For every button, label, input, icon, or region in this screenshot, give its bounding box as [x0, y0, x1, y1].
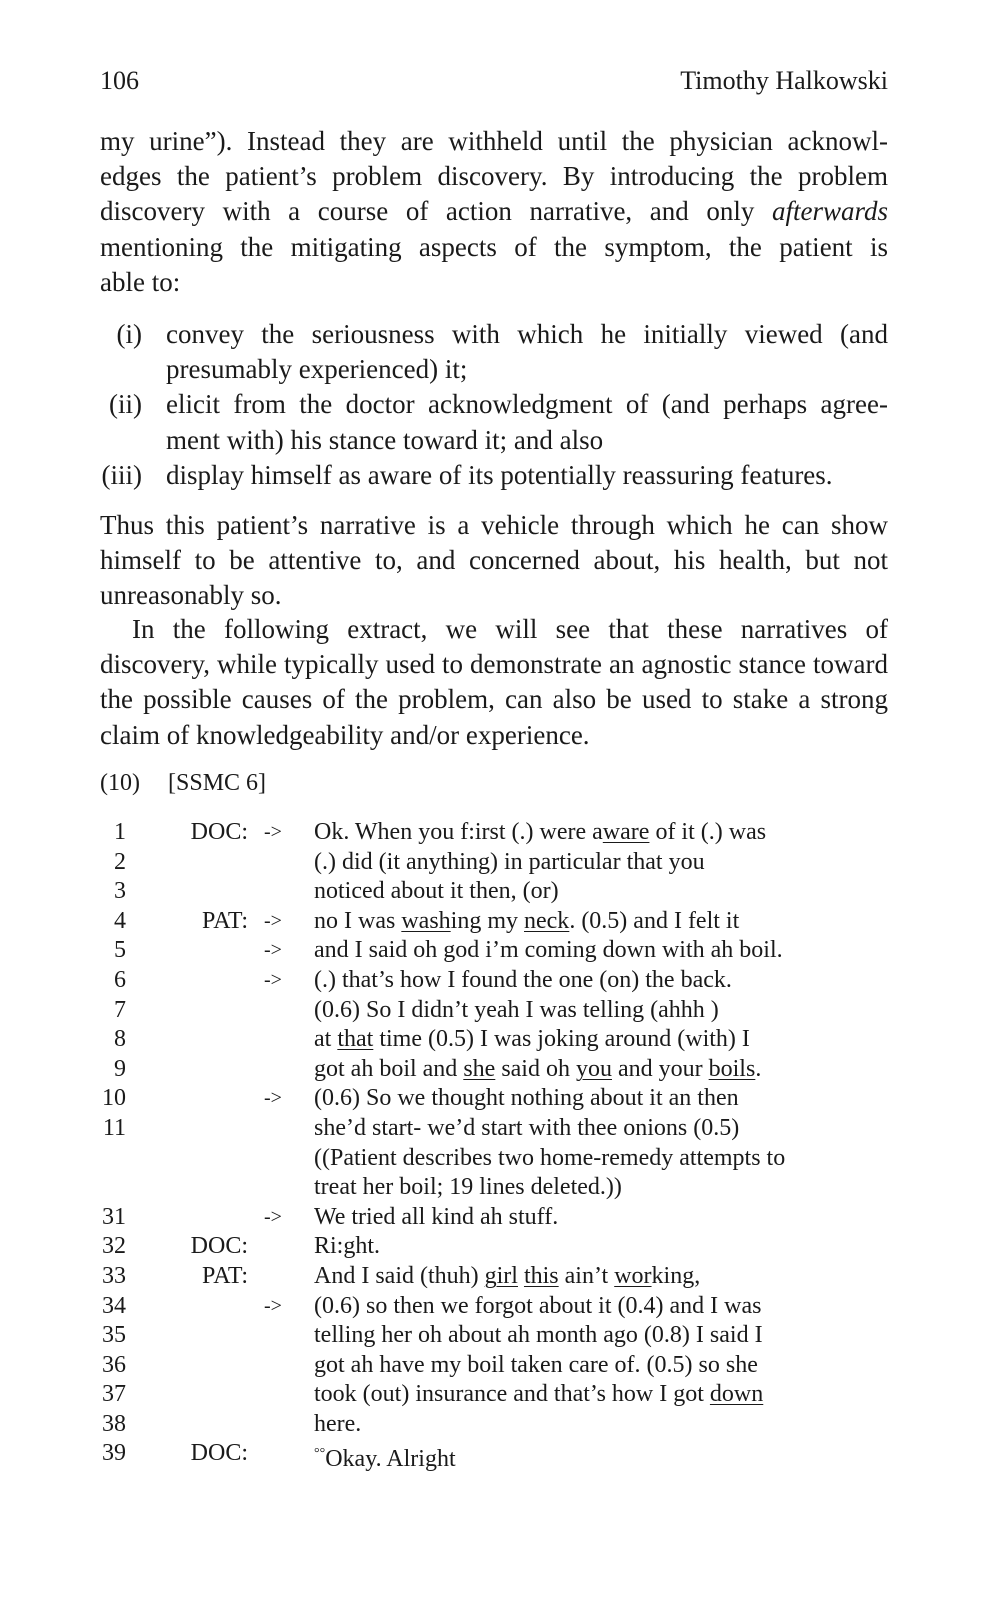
line-number: 10 [102, 1085, 126, 1112]
quiet-marker: °° [314, 1446, 326, 1462]
utterance-segment: time (0.5) I was joking around (with) I [373, 1026, 750, 1053]
utterance-text [314, 1173, 622, 1203]
utterance-text [314, 966, 732, 996]
transcript-line [100, 1321, 888, 1351]
speaker-label: PAT: [202, 907, 248, 934]
target-line-arrow: -> [264, 821, 282, 843]
utterance-text [314, 1055, 761, 1085]
utterance-text [314, 1321, 763, 1351]
utterance-text [314, 1410, 361, 1440]
utterance-segment: of it (.) was [649, 819, 767, 845]
extract-code: [SSMC 6] [168, 770, 267, 796]
line-number: 31 [102, 1203, 126, 1230]
utterance-text [314, 1292, 761, 1322]
list-item [100, 317, 888, 387]
paragraph-1-line: mentioning the mitigating aspects of the symptom, the patient is [100, 231, 888, 262]
page-number: 106 [100, 66, 139, 95]
target-line-arrow: -> [264, 1087, 282, 1110]
speaker-label: DOC: [190, 819, 248, 845]
target-line-arrow: -> [264, 909, 282, 932]
utterance-segment: she’d start- we’d start with thee onions (0.5) [314, 1114, 740, 1141]
utterance-segment: noticed about it then, (or) [314, 878, 559, 905]
paragraph-2 [100, 508, 888, 614]
transcript-line [100, 848, 888, 878]
utterance-segment: and I said oh god i’m coming down with ah boil. [314, 937, 783, 964]
paragraph-1 [100, 124, 888, 300]
transcript-line [100, 1055, 888, 1085]
emphasis-afterwards: afterwards [771, 196, 888, 227]
utterance-segment: . [755, 1055, 762, 1082]
paragraph-1-line: able to: [100, 266, 181, 297]
paragraph-1-line: edges the patient’s problem discovery. By introducing the problem [100, 161, 888, 192]
line-number: 7 [114, 996, 126, 1023]
utterance-segment: telling her oh about ah month ago (0.8) I said I [314, 1322, 763, 1349]
paragraph-1-text: discovery with a course of action narrative, and only [100, 196, 755, 227]
stressed-segment: down [709, 1381, 764, 1408]
target-line-arrow: -> [264, 939, 282, 962]
list-item-number: (i) [116, 319, 142, 349]
target-line-arrow: -> [264, 968, 282, 991]
utterance-segment: ain’t [558, 1262, 615, 1289]
utterance-text [314, 1232, 380, 1262]
utterance-segment: treat her boil; 19 lines deleted.)) [314, 1174, 622, 1201]
running-header [100, 66, 888, 102]
utterance-text [314, 1439, 456, 1475]
utterance-segment: ((Patient describes two home-remedy attempts to [314, 1144, 786, 1171]
paragraph-3 [100, 612, 888, 753]
utterance-text [314, 1144, 785, 1174]
utterance-text [314, 1203, 558, 1233]
utterance-segment: here. [314, 1410, 362, 1437]
transcript-line [100, 818, 888, 848]
line-number: 35 [102, 1322, 126, 1349]
stressed-segment: you [575, 1055, 612, 1082]
utterance-segment: no I was [314, 907, 402, 934]
list-item [100, 458, 888, 493]
transcript-line [100, 1203, 888, 1233]
transcript-line [100, 1144, 888, 1174]
stressed-segment: this [523, 1262, 559, 1289]
line-number: 5 [114, 937, 126, 964]
utterance-segment: . (0.5) and I felt it [569, 907, 740, 934]
stressed-segment: boils [708, 1055, 756, 1082]
line-number: 6 [114, 966, 126, 993]
paragraph-1-line [100, 194, 888, 229]
utterance-segment: Ok. When you f:irst (.) were a [314, 819, 603, 845]
utterance-segment: (0.6) So I didn’t yeah I was telling (ahhh ) [314, 996, 719, 1023]
transcript-line [100, 1173, 888, 1203]
target-line-arrow: -> [264, 1205, 282, 1228]
utterance-segment: (0.6) so then we forgot about it (0.4) and I was [314, 1292, 762, 1319]
transcript-line [100, 1262, 888, 1292]
paragraph-1-line: my urine”). Instead they are withheld until the physician acknowl- [100, 126, 888, 156]
utterance-text [314, 1351, 758, 1381]
utterance-text [314, 848, 705, 878]
line-number: 11 [102, 1114, 126, 1141]
list-item-text: elicit from the doctor acknowledgment of (and perhaps agree-ment with) his stance toward it; and also [166, 389, 888, 455]
speaker-label: DOC: [190, 1233, 248, 1260]
utterance-segment: got ah boil and [314, 1055, 464, 1082]
transcript-line [100, 1232, 888, 1262]
line-number: 1 [114, 819, 126, 845]
line-number: 9 [114, 1055, 126, 1082]
utterance-text [314, 907, 739, 937]
utterance-segment: (.) that’s how I found the one (on) the back. [314, 966, 732, 993]
utterance-segment: We tried all kind ah stuff. [314, 1203, 559, 1230]
utterance-segment: Okay. Alright [325, 1446, 456, 1473]
line-number: 34 [102, 1292, 126, 1319]
utterance-segment: Ri:ght. [314, 1233, 381, 1260]
transcript-line [100, 996, 888, 1026]
transcript-line [100, 1084, 888, 1114]
utterance-text [314, 996, 719, 1026]
transcript-line [100, 1380, 888, 1410]
line-number: 4 [114, 907, 126, 934]
utterance-segment: (.) did (it anything) in particular that you [314, 848, 705, 875]
running-header-author: Timothy Halkowski [680, 66, 888, 95]
list-item-text: display himself as aware of its potentially reassuring features. [166, 459, 833, 490]
extract-number: (10) [100, 770, 140, 796]
transcript-line [100, 1114, 888, 1144]
list-item-text: convey the seriousness with which he initially viewed (and presumably experienced) it; [166, 319, 888, 385]
transcript-line [100, 1351, 888, 1381]
utterance-segment: ing my [450, 907, 524, 934]
utterance-segment: said oh [495, 1055, 576, 1082]
transcript-line [100, 936, 888, 966]
line-number: 38 [102, 1410, 126, 1437]
transcript-line [100, 1410, 888, 1440]
transcript-line [100, 966, 888, 996]
line-number: 36 [102, 1351, 126, 1378]
stressed-segment: girl [484, 1262, 518, 1289]
stressed-segment: ware [602, 819, 650, 845]
utterance-text [314, 1025, 750, 1055]
line-number: 39 [102, 1440, 126, 1467]
line-number: 3 [114, 878, 126, 905]
transcript-line [100, 1439, 888, 1473]
target-line-arrow: -> [264, 1294, 282, 1317]
utterance-text [314, 1380, 763, 1410]
utterance-segment: and your [611, 1055, 709, 1082]
speaker-label: PAT: [202, 1262, 248, 1289]
utterance-text [314, 1262, 700, 1292]
list-item-number: (iii) [101, 459, 142, 490]
utterance-text [314, 1114, 739, 1144]
transcript-line [100, 877, 888, 907]
list-item-number: (ii) [109, 389, 142, 420]
utterance-text [314, 936, 783, 966]
transcript-line [100, 907, 888, 937]
line-number: 2 [114, 848, 126, 875]
transcript-line [100, 1292, 888, 1322]
line-number: 37 [102, 1381, 126, 1408]
line-number: 33 [102, 1262, 126, 1289]
stressed-segment: she [463, 1055, 496, 1082]
speaker-label: DOC: [190, 1440, 248, 1467]
stressed-segment: neck [524, 907, 570, 934]
stressed-segment: wor [614, 1262, 652, 1289]
line-number: 8 [114, 1026, 126, 1053]
stressed-segment: wash [401, 907, 451, 934]
enumerated-list [100, 317, 888, 493]
paragraph-2-text: Thus this patient’s narrative is a vehicle through which he can show himself to be attentive to, and concerned about, his health, but not unreasonably so. [100, 510, 888, 611]
utterance-segment: (0.6) So we thought nothing about it an then [314, 1085, 739, 1112]
utterance-segment: got ah have my boil taken care of. (0.5) so she [314, 1351, 758, 1378]
stressed-segment: that [337, 1026, 374, 1053]
utterance-text [314, 877, 559, 907]
utterance-text [314, 818, 766, 848]
utterance-segment: And I said (thuh) [314, 1262, 485, 1289]
utterance-segment: king, [651, 1262, 701, 1289]
paragraph-3-text: In the following extract, we will see that these narratives of discovery, while typically used to demonstrate an agnostic stance toward the possible causes of the problem, can also be used to stake a strong claim of knowledgeability and/or experience. [100, 614, 888, 750]
utterance-segment: took (out) insurance and that’s how I got [314, 1381, 710, 1408]
list-item [100, 387, 888, 457]
utterance-segment: at [314, 1026, 338, 1053]
transcript-line [100, 1025, 888, 1055]
line-number: 32 [102, 1233, 126, 1260]
transcript [100, 818, 888, 1473]
utterance-text [314, 1084, 739, 1114]
